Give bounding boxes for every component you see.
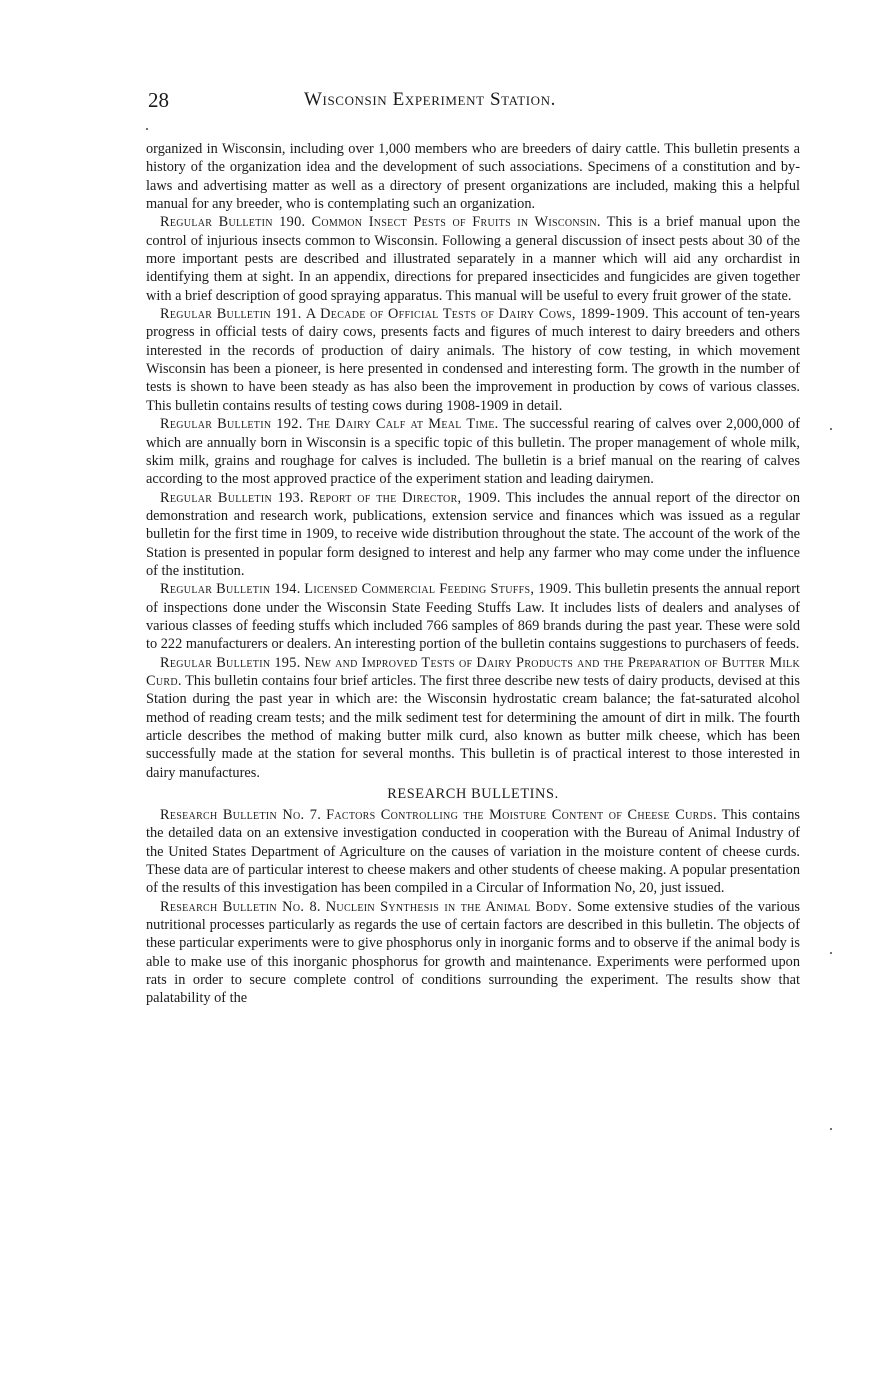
- bulletin-title: Common Insect Pests of Fruits in Wisconsin.: [311, 214, 601, 231]
- bulletin-label: Regular Bulletin 191.: [160, 306, 302, 323]
- bulletin-description: This contains the detailed data on an extensive investigation conducted in cooperation with the Bureau of Animal Industry of the United States Department of Agriculture on the causes of variation in the moisture content of cheese curds. These data are of particular interest to cheese makers and other students of cheese making. A popular presentation of the results of this investigation has been compiled in a Circular of Information No, 20, just issued.: [146, 807, 800, 897]
- journal-title: Wisconsin Experiment Station.: [304, 89, 556, 110]
- bulletin-title: Nuclein Synthesis in the Animal Body.: [325, 898, 573, 915]
- bulletin-title: A Decade of Official Tests of Dairy Cows, 1899-1909.: [305, 306, 649, 323]
- bulletin-entry-194: [146, 580, 800, 653]
- bulletin-entry-191: [146, 305, 800, 415]
- print-speck: [830, 952, 832, 954]
- bulletin-description: This is a brief manual upon the control of injurious insects common to Wisconsin. Following a general discussion of insect pests about 30 of the more important pests are described and illustrated separately in a manner which will aid any orchardist in identifying them at sight. In an appendix, directions for prepared insecticides and fungicides are given together with a brief description of good spraying apparatus. This manual will be useful to every fruit grower of the state.: [146, 214, 800, 304]
- print-speck: [830, 1128, 832, 1130]
- running-head: [146, 86, 800, 120]
- bulletin-entry-192: [146, 415, 800, 488]
- bulletin-description: The successful rearing of calves over 2,000,000 of which are annually born in Wisconsin is a specific topic of this bulletin. The proper management of whole milk, skim milk, grains and roughage for calves is included. The bulletin is a brief manual on the rearing of calves according to the most approved practice of the experiment station and leading dairymen.: [146, 416, 800, 488]
- bulletin-description: This account of ten-years progress in official tests of dairy cows, presents facts and figures of much interest to dairy breeders and others interested in the records of production of dairy animals. The history of cow testing, in which movement Wisconsin has been a pioneer, is here presented in condensed and interesting form. The growth in the number of tests is shown to have been steady as has also been the improvement in production by cows of various classes. This bulletin contains results of testing cows during 1908-1909 in detail.: [146, 306, 800, 414]
- bulletin-label: Regular Bulletin 190.: [160, 214, 306, 231]
- bulletin-label: Research Bulletin No. 7.: [160, 807, 322, 824]
- print-speck: [146, 128, 148, 130]
- bulletin-label: Research Bulletin No. 8.: [160, 898, 321, 915]
- bulletin-label: Regular Bulletin 194.: [160, 581, 301, 598]
- research-bulletin-entry-8: [146, 898, 800, 1008]
- document-page: [146, 86, 800, 1008]
- bulletin-entry-190: [146, 213, 800, 305]
- bulletin-label: Regular Bulletin 193.: [160, 489, 304, 506]
- bulletin-description: This bulletin presents the annual report of inspections done under the Wisconsin State Feeding Stuffs Law. It includes lists of dealers and analyses of various classes of feeding stuffs which included 766 samples of 869 brands during the past year. These were sold to 222 manufacturers or dealers. An interesting portion of the bulletin contains suggestions to purchasers of feeds.: [146, 581, 800, 653]
- bulletin-label: Regular Bulletin 192.: [160, 416, 303, 433]
- bulletin-description: Some extensive studies of the various nutritional processes particularly as regards the use of certain factors are described in this bulletin. The objects of these particular experiments were to give phosphorus only in inorganic forms and to observe if the animal body is able to make use of this inorganic phosphorus for growth and maintenance. Experiments were performed upon rats in order to secure complete control of conditions surrounding the experiment. The results show that palatability of the: [146, 898, 800, 1007]
- bulletin-title: The Dairy Calf at Meal Time.: [307, 416, 499, 433]
- intro-paragraph: organized in Wisconsin, including over 1,000 members who are breeders of dairy cattle. This bulletin presents a history of the organization idea and the development of such associations. Specimens of a constitution and by-laws and advertising matter as well as a directory of present organizations are included, making this a helpful manual for any breeder, who is contemplating such an organization.: [146, 141, 800, 213]
- page-number: 28: [148, 88, 169, 112]
- bulletin-title: New and Improved Tests of Dairy Products and the Preparation of Butter Milk Curd.: [146, 654, 800, 689]
- bulletin-title: Licensed Commercial Feeding Stuffs, 1909.: [304, 581, 572, 598]
- bulletin-description: This includes the annual report of the director on demonstration and research work, publications, extension service and finances which was issued as a regular bulletin for the first time in 1909, to receive wide distribution throughout the state. The account of the work of the Station is presented in popular form designed to interest and help any farmer who may come under the influence of the institution.: [146, 489, 801, 579]
- bulletin-title: Report of the Director, 1909.: [309, 489, 501, 506]
- section-heading-research-bulletins: RESEARCH BULLETINS.: [387, 786, 559, 803]
- bulletin-entry-193: [146, 489, 800, 581]
- research-bulletin-entry-7: [146, 806, 800, 898]
- print-speck: [830, 428, 832, 430]
- bulletin-label: Regular Bulletin 195.: [160, 654, 301, 671]
- body-text: [146, 140, 800, 1008]
- bulletin-title: Factors Controlling the Moisture Content of Cheese Curds.: [326, 807, 717, 824]
- bulletin-entry-195: [146, 654, 800, 782]
- bulletin-description: This bulletin contains four brief articles. The first three describe new tests of dairy products, devised at this Station during the past year in which are: the Wisconsin hydrostatic cream balance; the fat-saturated alcohol method of reading cream tests; and the milk sediment test for determining the amount of dirt in milk. The fourth article describes the method of making butter milk curd, also known as butter milk cheese, which has been successfully made at the station for several months. This bulletin is of practical interest to those interested in dairy manufactures.: [146, 672, 800, 781]
